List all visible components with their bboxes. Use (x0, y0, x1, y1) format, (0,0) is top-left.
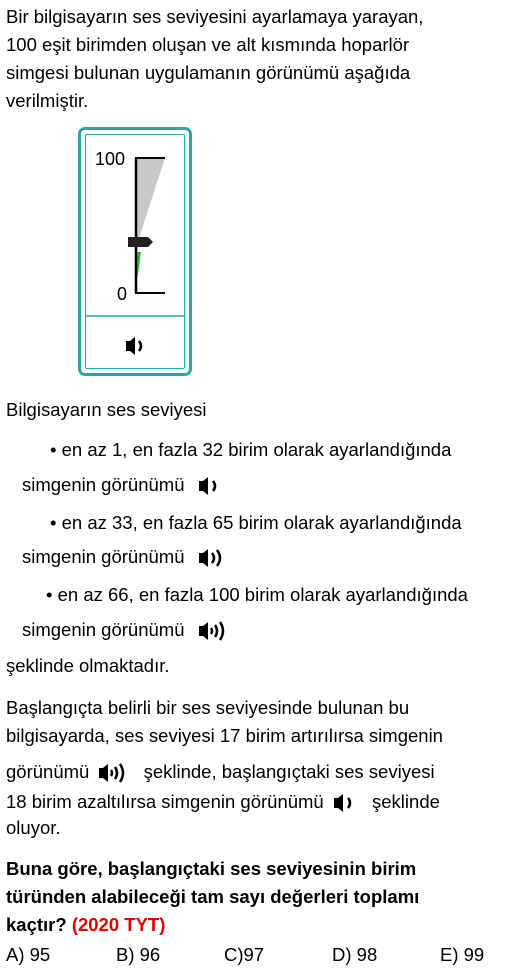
problem-line-1: Başlangıçta belirli bir ses seviyesinde bulunan bu (6, 697, 410, 718)
problem-line-3: görünümü şeklinde, başlangıçtaki ses seviyesi (6, 758, 435, 786)
answer-d[interactable]: D) 98 (332, 944, 378, 965)
speaker-one-wave-icon (198, 474, 228, 498)
rule-2-view: simgenin görünümü (22, 543, 234, 571)
speaker-one-wave-icon (333, 791, 363, 815)
volume-slider-handle[interactable] (128, 237, 153, 247)
problem-line-4: 18 birim azaltılırsa simgenin görünümü şeklinde (6, 788, 440, 816)
intro-line-3: simgesi bulunan uygulamanın görünümü aşağıda (6, 62, 411, 83)
question-source: (2020 TYT) (71, 914, 166, 935)
answer-c[interactable]: C)97 (224, 944, 265, 965)
problem-line-5: oluyor. (6, 817, 61, 838)
volume-slider[interactable] (81, 130, 189, 373)
question-line-2: türünden alabileceği tam sayı değerleri toplamı (6, 886, 420, 907)
widget-speaker-icon (126, 337, 141, 355)
speaker-two-waves-icon (198, 546, 234, 570)
answer-e[interactable]: E) 99 (440, 944, 485, 965)
volume-min-label: 0 (117, 284, 128, 304)
speaker-three-waves-icon (98, 761, 134, 785)
question-line-3: kaçtır? (2020 TYT) (6, 914, 166, 935)
volume-widget (78, 127, 192, 376)
intro-line-2: 100 eşit birimden oluşan ve alt kısmında hoparlör (6, 34, 410, 55)
rule-3-view: simgenin görünümü (22, 616, 234, 644)
problem-line-2: bilgisayarda, ses seviyesi 17 birim artırılırsa simgenin (6, 725, 443, 746)
speaker-three-waves-icon (198, 619, 234, 643)
question-line-1: Buna göre, başlangıçtaki ses seviyesinin birim (6, 858, 417, 879)
rule-1-view: simgenin görünümü (22, 471, 228, 499)
answer-a[interactable]: A) 95 (6, 944, 51, 965)
answer-b[interactable]: B) 96 (116, 944, 161, 965)
volume-max-label: 100 (95, 149, 126, 169)
intro-line-1: Bir bilgisayarın ses seviyesini ayarlamaya yarayan, (6, 6, 424, 27)
rule-1-bullet: • en az 1, en fazla 32 birim olarak ayarlandığında (50, 439, 452, 460)
rule-3-bullet: • en az 66, en fazla 100 birim olarak ayarlandığında (46, 584, 468, 605)
intro-line-4: verilmiştir. (6, 90, 89, 111)
rules-end: şeklinde olmaktadır. (6, 655, 170, 676)
rule-2-bullet: • en az 33, en fazla 65 birim olarak ayarlandığında (50, 512, 462, 533)
rules-intro: Bilgisayarın ses seviyesi (6, 399, 207, 420)
volume-wedge (136, 158, 165, 238)
